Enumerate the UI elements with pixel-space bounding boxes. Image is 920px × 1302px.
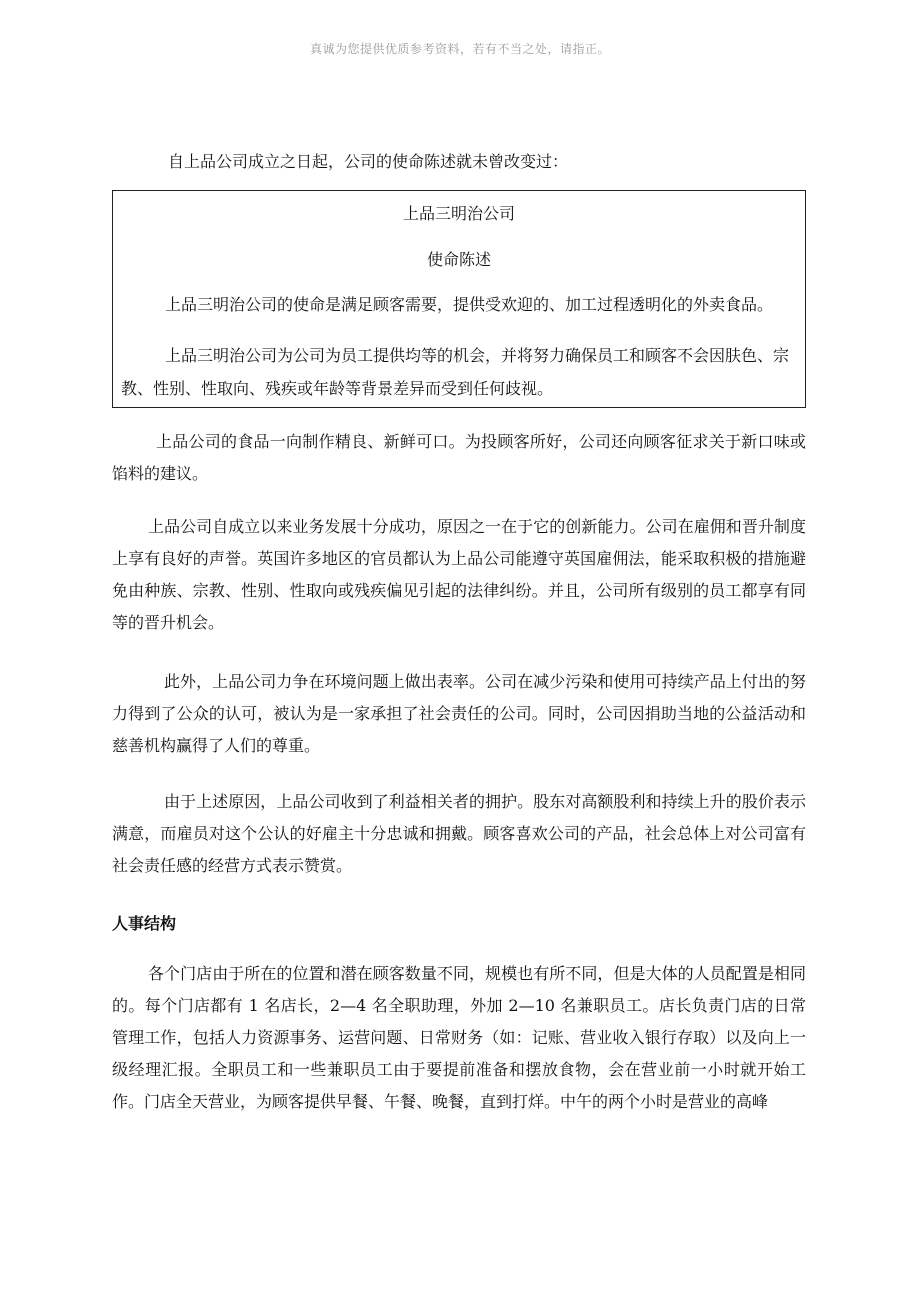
mission-company-name: 上品三明治公司 <box>402 204 515 223</box>
section-heading: 人事结构 <box>112 914 177 933</box>
body-paragraph-3: 此外，上品公司力争在环境问题上做出表率。公司在减少污染和使用可持续产品上付出的努力得到了公众的认可，被认为是一家承担了社会责任的公司。同时，公司因捐助当地的公益活动和慈善机构赢得了人们的尊重。 <box>112 672 806 755</box>
mission-paragraph-2: 上品三明治公司为公司为员工提供均等的机会，并将努力确保员工和顾客不会因肤色、宗教、性别、性取向、残疾或年龄等背景差异而受到任何歧视。 <box>121 346 790 398</box>
section-paragraph: 各个门店由于所在的位置和潜在顾客数量不同，规模也有所不同，但是大体的人员配置是相同的。每个门店都有 1 名店长，2—4 名全职助理，外加 2—10 名兼职员工。店长负责门店的日常管理工作，包括人力资源事务、运营问题、日常财务（如：记账、营业收入银行存取）以及向上一级经理汇报。全职员工和一些兼职员工由于要提前准备和摆放食物，会在营业前一小时就开始工作。门店全天营业，为顾客提供早餐、午餐、晚餐，直到打烊。中午的两个小时是营业的高峰 <box>112 964 806 1111</box>
body-paragraph-4: 由于上述原因，上品公司收到了利益相关者的拥护。股东对高额股利和持续上升的股价表示满意，而雇员对这个公认的好雇主十分忠诚和拥戴。顾客喜欢公司的产品，社会总体上对公司富有社会责任感的经营方式表示赞赏。 <box>112 792 806 875</box>
mission-title: 使命陈述 <box>426 250 491 269</box>
intro-paragraph: 自上品公司成立之日起，公司的使命陈述就未曾改变过： <box>168 152 569 171</box>
body-paragraph-2: 上品公司自成立以来业务发展十分成功，原因之一在于它的创新能力。公司在雇佣和晋升制度上享有良好的声誉。英国许多地区的官员都认为上品公司能遵守英国雇佣法，能采取积极的措施避免由种族、宗教、性别、性取向或残疾偏见引起的法律纠纷。并且，公司所有级别的员工都享有同等的晋升机会。 <box>112 517 806 632</box>
watermark-text: 真诚为您提供优质参考资料，若有不当之处，请指正。 <box>309 42 610 56</box>
mission-statement-box <box>112 190 806 408</box>
mission-paragraph-1: 上品三明治公司的使命是满足顾客需要，提供受欢迎的、加工过程透明化的外卖食品。 <box>165 295 774 314</box>
body-paragraph-1: 上品公司的食品一向制作精良、新鲜可口。为投顾客所好，公司还向顾客征求关于新口味或馅料的建议。 <box>112 432 806 483</box>
